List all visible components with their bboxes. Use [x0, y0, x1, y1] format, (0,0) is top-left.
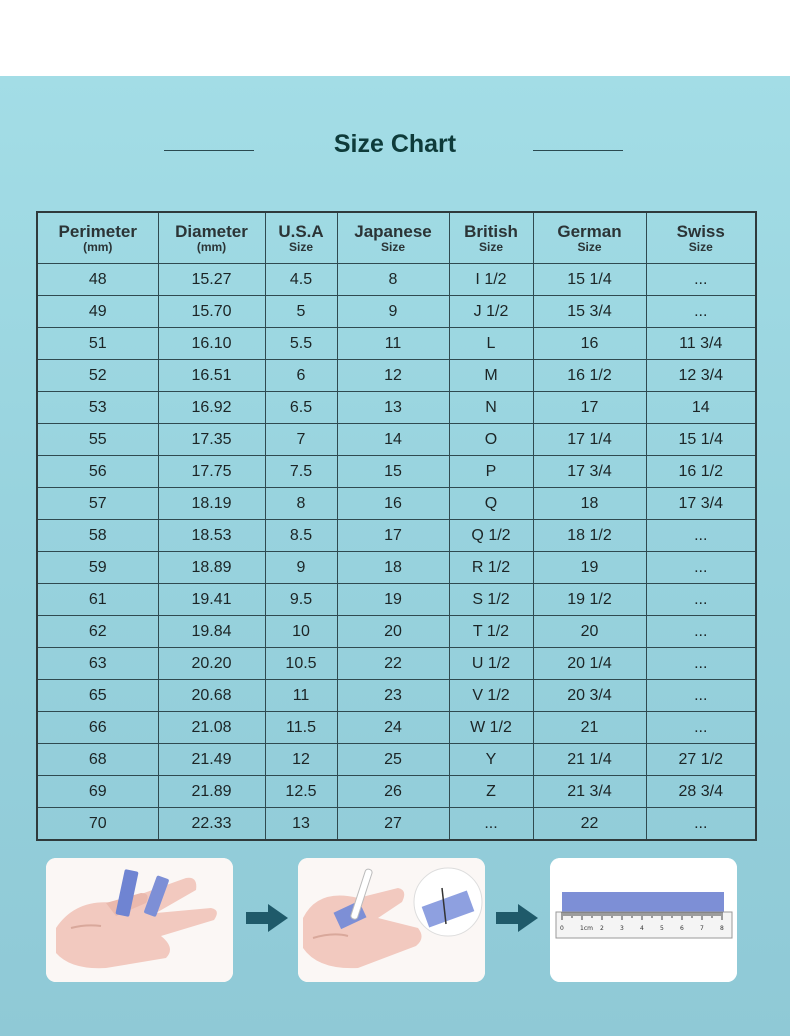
table-cell: 9: [265, 552, 337, 584]
header-usa: U.S.A Size: [265, 212, 337, 264]
table-cell: J 1/2: [449, 296, 533, 328]
table-cell: 16.10: [158, 328, 265, 360]
table-cell: R 1/2: [449, 552, 533, 584]
header-diameter: Diameter (mm): [158, 212, 265, 264]
table-header-row: [37, 212, 756, 264]
table-cell: 21.08: [158, 712, 265, 744]
table-cell: 14: [646, 392, 756, 424]
table-cell: 23: [337, 680, 449, 712]
table-cell: 58: [37, 520, 158, 552]
table-cell: 16.92: [158, 392, 265, 424]
table-cell: 11: [337, 328, 449, 360]
table-cell: N: [449, 392, 533, 424]
table-cell: 28 3/4: [646, 776, 756, 808]
table-row: [37, 392, 756, 424]
table-cell: 6: [265, 360, 337, 392]
table-cell: 12 3/4: [646, 360, 756, 392]
table-cell: 17.75: [158, 456, 265, 488]
table-row: [37, 744, 756, 776]
table-cell: T 1/2: [449, 616, 533, 648]
header-perimeter: Perimeter (mm): [37, 212, 158, 264]
table-cell: V 1/2: [449, 680, 533, 712]
size-table: [36, 211, 757, 841]
table-cell: 22: [337, 648, 449, 680]
table-cell: 21: [533, 712, 646, 744]
table-cell: 69: [37, 776, 158, 808]
table-cell: 8: [265, 488, 337, 520]
table-cell: Z: [449, 776, 533, 808]
table-cell: 19: [533, 552, 646, 584]
ruler-tick-label: 7: [700, 925, 704, 932]
table-cell: 15 1/4: [533, 264, 646, 296]
table-cell: 20: [337, 616, 449, 648]
table-cell: 16: [337, 488, 449, 520]
table-cell: 19.84: [158, 616, 265, 648]
table-cell: Y: [449, 744, 533, 776]
table-cell: 48: [37, 264, 158, 296]
table-cell: L: [449, 328, 533, 360]
header-german: German Size: [533, 212, 646, 264]
table-row: [37, 712, 756, 744]
table-cell: ...: [646, 520, 756, 552]
table-cell: 13: [265, 808, 337, 841]
header-japanese: Japanese Size: [337, 212, 449, 264]
table-cell: 20 3/4: [533, 680, 646, 712]
size-chart-panel: [0, 76, 790, 1036]
table-cell: 16 1/2: [533, 360, 646, 392]
table-cell: 18.89: [158, 552, 265, 584]
table-cell: 18.19: [158, 488, 265, 520]
table-row: [37, 264, 756, 296]
step-1-hand-strip-image: [46, 858, 233, 982]
table-cell: 13: [337, 392, 449, 424]
table-cell: M: [449, 360, 533, 392]
table-cell: 19.41: [158, 584, 265, 616]
table-cell: 16: [533, 328, 646, 360]
table-cell: 11 3/4: [646, 328, 756, 360]
table-cell: 53: [37, 392, 158, 424]
table-cell: ...: [646, 296, 756, 328]
table-cell: 20.20: [158, 648, 265, 680]
table-cell: 6.5: [265, 392, 337, 424]
table-cell: 22.33: [158, 808, 265, 841]
title-rule-right: [533, 150, 623, 151]
table-row: [37, 616, 756, 648]
table-cell: 49: [37, 296, 158, 328]
table-cell: 21 3/4: [533, 776, 646, 808]
table-cell: 20.68: [158, 680, 265, 712]
table-row: [37, 456, 756, 488]
table-cell: 11.5: [265, 712, 337, 744]
table-cell: I 1/2: [449, 264, 533, 296]
table-cell: Q: [449, 488, 533, 520]
table-cell: ...: [646, 808, 756, 841]
table-cell: 68: [37, 744, 158, 776]
table-cell: 17: [337, 520, 449, 552]
ruler-tick-label: 0: [560, 925, 564, 932]
table-cell: 14: [337, 424, 449, 456]
arrow-right-icon: [244, 902, 290, 938]
step-2-mark-strip-image: [298, 858, 485, 982]
table-cell: ...: [646, 648, 756, 680]
table-cell: 10: [265, 616, 337, 648]
table-cell: W 1/2: [449, 712, 533, 744]
table-cell: 5.5: [265, 328, 337, 360]
table-cell: 17 1/4: [533, 424, 646, 456]
table-cell: 8.5: [265, 520, 337, 552]
table-cell: 7: [265, 424, 337, 456]
step-3-ruler-image: [550, 858, 737, 982]
table-cell: 20 1/4: [533, 648, 646, 680]
table-row: [37, 680, 756, 712]
table-cell: 27 1/2: [646, 744, 756, 776]
table-cell: 21.89: [158, 776, 265, 808]
table-row: [37, 808, 756, 841]
table-cell: 22: [533, 808, 646, 841]
ruler-tick-label: 3: [620, 925, 624, 932]
table-cell: 24: [337, 712, 449, 744]
table-cell: 26: [337, 776, 449, 808]
table-cell: 17: [533, 392, 646, 424]
table-row: [37, 360, 756, 392]
table-cell: S 1/2: [449, 584, 533, 616]
table-cell: 7.5: [265, 456, 337, 488]
table-cell: 5: [265, 296, 337, 328]
ruler-tick-label: 2: [600, 925, 604, 932]
table-cell: 15.27: [158, 264, 265, 296]
table-cell: ...: [646, 680, 756, 712]
table-cell: 63: [37, 648, 158, 680]
table-cell: 17 3/4: [533, 456, 646, 488]
table-cell: P: [449, 456, 533, 488]
table-cell: U 1/2: [449, 648, 533, 680]
table-cell: 4.5: [265, 264, 337, 296]
header-swiss: Swiss Size: [646, 212, 756, 264]
table-cell: O: [449, 424, 533, 456]
table-cell: 70: [37, 808, 158, 841]
table-cell: 65: [37, 680, 158, 712]
table-cell: 20: [533, 616, 646, 648]
ruler-tick-label: 8: [720, 925, 724, 932]
table-cell: 17.35: [158, 424, 265, 456]
measuring-steps: [0, 858, 790, 988]
ruler-tick-label: 5: [660, 925, 664, 932]
table-cell: 12.5: [265, 776, 337, 808]
table-cell: 56: [37, 456, 158, 488]
table-cell: 51: [37, 328, 158, 360]
table-cell: 21.49: [158, 744, 265, 776]
table-cell: 12: [337, 360, 449, 392]
table-cell: Q 1/2: [449, 520, 533, 552]
table-cell: 15 3/4: [533, 296, 646, 328]
table-row: [37, 584, 756, 616]
table-cell: 25: [337, 744, 449, 776]
table-body: [37, 264, 756, 841]
table-cell: ...: [646, 584, 756, 616]
table-cell: 21 1/4: [533, 744, 646, 776]
table-cell: 15.70: [158, 296, 265, 328]
table-row: [37, 296, 756, 328]
table-cell: 57: [37, 488, 158, 520]
table-cell: 16 1/2: [646, 456, 756, 488]
table-cell: 10.5: [265, 648, 337, 680]
table-row: [37, 488, 756, 520]
table-cell: 8: [337, 264, 449, 296]
table-cell: 18: [533, 488, 646, 520]
arrow-right-icon: [494, 902, 540, 938]
table-cell: ...: [646, 616, 756, 648]
table-cell: 12: [265, 744, 337, 776]
table-cell: ...: [646, 712, 756, 744]
table-row: [37, 328, 756, 360]
table-cell: 52: [37, 360, 158, 392]
table-cell: 61: [37, 584, 158, 616]
table-cell: 9.5: [265, 584, 337, 616]
table-row: [37, 648, 756, 680]
header-british: British Size: [449, 212, 533, 264]
table-cell: 9: [337, 296, 449, 328]
table-cell: ...: [449, 808, 533, 841]
table-row: [37, 424, 756, 456]
table-cell: 15: [337, 456, 449, 488]
table-cell: 62: [37, 616, 158, 648]
table-cell: 18: [337, 552, 449, 584]
table-cell: ...: [646, 552, 756, 584]
ruler-tick-label: 6: [680, 925, 684, 932]
table-cell: 18 1/2: [533, 520, 646, 552]
table-row: [37, 776, 756, 808]
table-cell: 55: [37, 424, 158, 456]
ruler-tick-label: 4: [640, 925, 644, 932]
table-cell: 16.51: [158, 360, 265, 392]
page-title: Size Chart: [333, 130, 457, 158]
table-cell: 66: [37, 712, 158, 744]
table-cell: 17 3/4: [646, 488, 756, 520]
table-cell: ...: [646, 264, 756, 296]
table-cell: 11: [265, 680, 337, 712]
ruler-tick-label: 1cm: [580, 925, 593, 932]
table-row: [37, 520, 756, 552]
table-cell: 15 1/4: [646, 424, 756, 456]
table-row: [37, 552, 756, 584]
table-cell: 19: [337, 584, 449, 616]
table-cell: 18.53: [158, 520, 265, 552]
table-cell: 19 1/2: [533, 584, 646, 616]
ruler-icon: [550, 858, 737, 982]
table-cell: 27: [337, 808, 449, 841]
table-cell: 59: [37, 552, 158, 584]
